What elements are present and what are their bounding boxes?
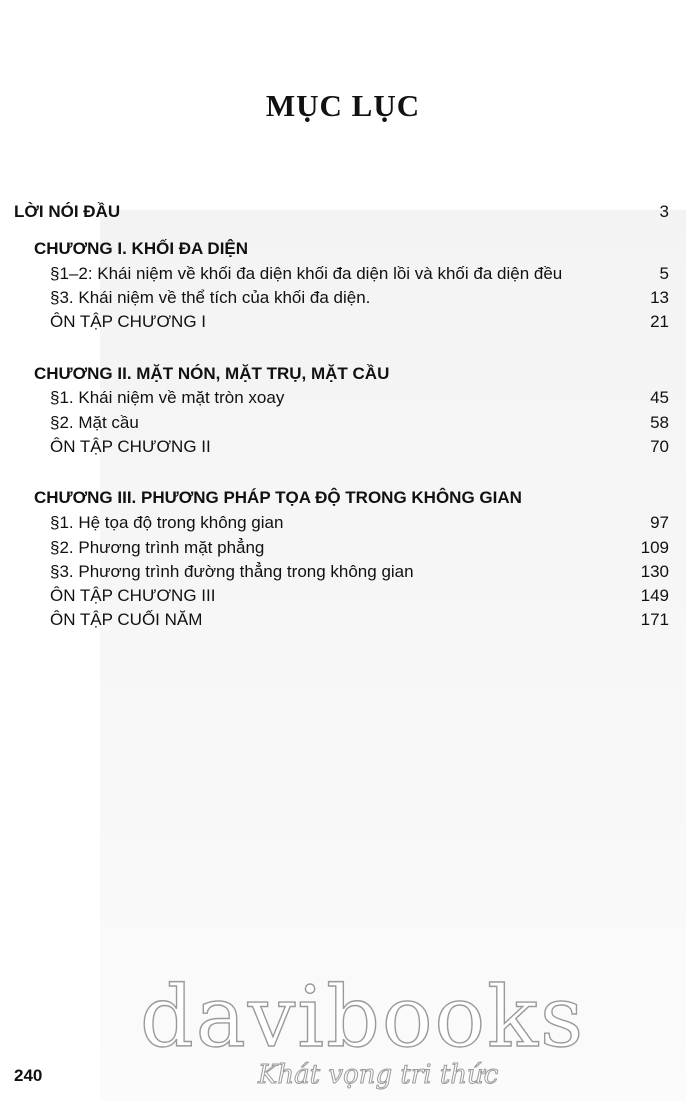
toc-entry-label: LỜI NÓI ĐẦU [14, 202, 121, 221]
toc-entry-label: §1. Hệ tọa độ trong không gian [50, 513, 284, 532]
toc-entry-label: §3. Phương trình đường thẳng trong không gian [50, 562, 414, 581]
toc-entry-page: 58 [650, 413, 669, 432]
toc-entry-page: 3 [659, 202, 669, 221]
toc-entry-page: 5 [659, 264, 669, 283]
toc-entry-label: ÔN TẬP CHƯƠNG I [50, 312, 206, 331]
toc-entry-page: 13 [650, 288, 669, 307]
chapter-3-title[interactable]: CHƯƠNG III. PHƯƠNG PHÁP TỌA ĐỘ TRONG KHÔNG GIAN [34, 488, 522, 507]
toc-entry-preface[interactable] [14, 201, 669, 223]
toc-entry[interactable] [50, 537, 669, 559]
toc-entry-label: §1. Khái niệm về mặt tròn xoay [50, 388, 285, 407]
toc-entry[interactable] [50, 311, 669, 333]
toc-entry[interactable] [50, 561, 669, 583]
toc-entry-page: 171 [640, 610, 669, 629]
toc-entry[interactable] [50, 585, 669, 607]
toc-entry-page: 97 [650, 513, 669, 532]
toc-entry-page: 149 [640, 586, 669, 605]
toc-entry-label: §2. Phương trình mặt phẳng [50, 538, 265, 557]
toc-entry-label: §1–2: Khái niệm về khối đa diện khối đa diện lồi và khối đa diện đều [50, 264, 563, 283]
toc-entry-page: 130 [640, 562, 669, 581]
toc-entry-label: §3. Khái niệm về thể tích của khối đa diện. [50, 288, 371, 307]
toc-entry[interactable] [50, 287, 669, 309]
chapter-1-title[interactable]: CHƯƠNG I. KHỐI ĐA DIỆN [34, 239, 249, 258]
toc-entry-label: ÔN TẬP CUỐI NĂM [50, 610, 203, 629]
page-number: 240 [14, 1066, 43, 1085]
toc-entry[interactable] [50, 609, 669, 631]
toc-entry-label: ÔN TẬP CHƯƠNG II [50, 437, 211, 456]
toc-entry-page: 70 [650, 437, 669, 456]
toc-entry-label: ÔN TẬP CHƯƠNG III [50, 586, 216, 605]
page-title: MỤC LỤC [265, 88, 421, 123]
toc-entry[interactable] [50, 512, 669, 534]
watermark-brand: davibooks [140, 968, 586, 1066]
toc-entry-page: 21 [650, 312, 669, 331]
toc-entry[interactable] [50, 436, 669, 458]
toc-entry[interactable] [50, 387, 669, 409]
toc-entry-label: §2. Mặt cầu [50, 413, 139, 432]
toc-entry[interactable] [50, 412, 669, 434]
toc-entry-page: 45 [650, 388, 669, 407]
toc-entry[interactable] [50, 263, 669, 285]
watermark-tagline: Khát vọng tri thức [258, 1060, 499, 1090]
chapter-2-title[interactable]: CHƯƠNG II. MẶT NÓN, MẶT TRỤ, MẶT CẦU [34, 364, 390, 383]
toc-entry-page: 109 [640, 538, 669, 557]
